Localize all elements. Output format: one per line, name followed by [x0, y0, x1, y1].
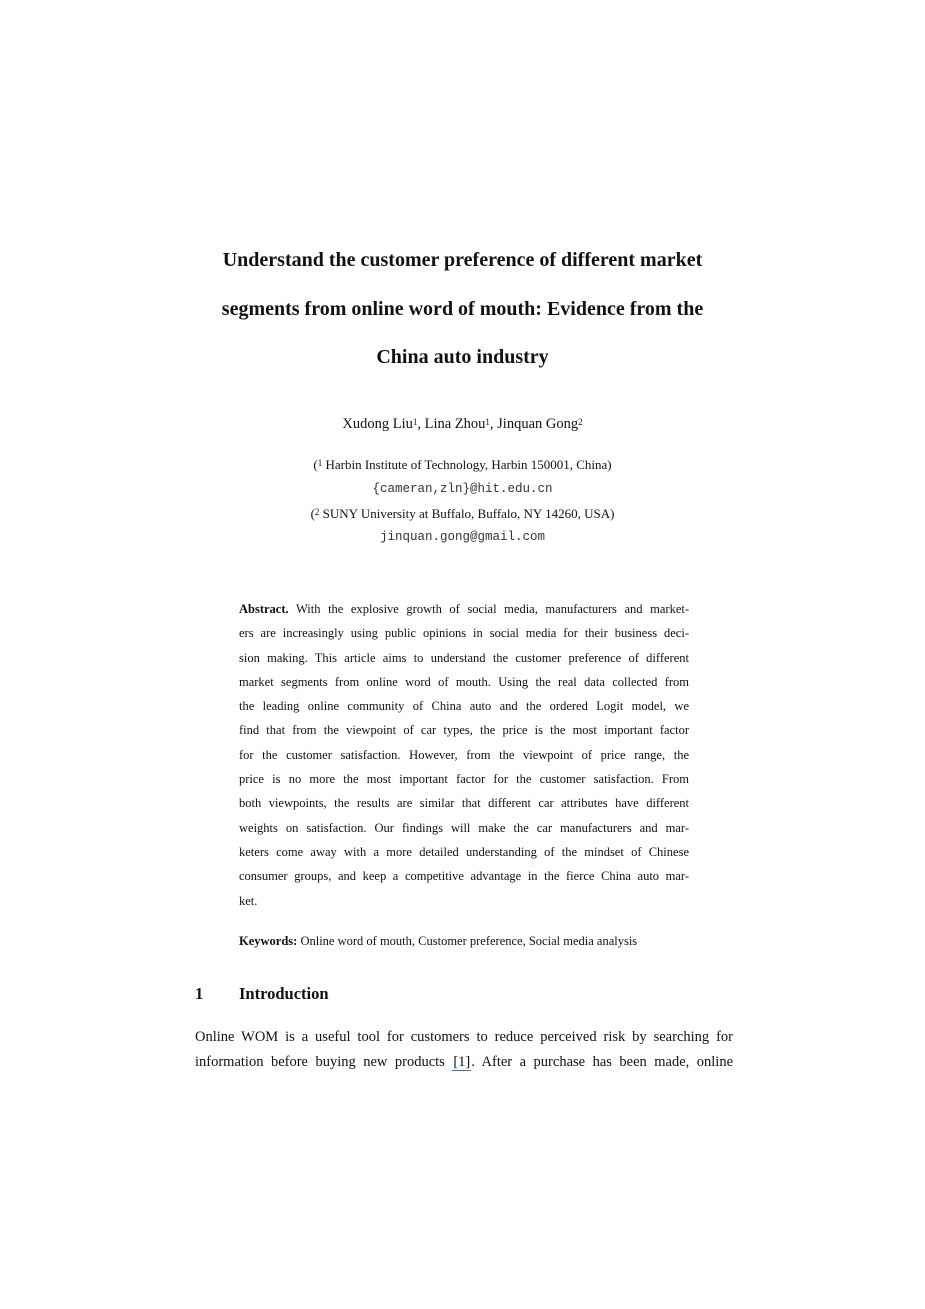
- abstract-line: market segments from online word of mouth. Using the real data collected from: [239, 674, 689, 689]
- affiliation-2: ($^2$ SUNY University at Buffalo, Buffalo, NY 14260, USA): [310, 506, 615, 521]
- author-list: Xudong Liu$^1$, Lina Zhou$^1$, Jinquan Gong$^2$: [342, 416, 583, 432]
- author-name: Xudong Liu: [342, 416, 413, 432]
- abstract-line: find that from the viewpoint of car types, the price is the most important factor: [239, 723, 689, 738]
- keywords-text: Online word of mouth, Customer preference, Social media analysis: [297, 934, 638, 948]
- body-line: Online WOM is a useful tool for customers to reduce perceived risk by searching for: [195, 1029, 733, 1045]
- abstract-line: sion making. This article aims to understand the customer preference of different: [239, 650, 689, 665]
- author-affiliation-mark: 1: [485, 417, 490, 427]
- affiliation-1-email: {cameran,zln}@hit.edu.cn: [372, 482, 553, 496]
- abstract-line: consumer groups, and keep a competitive advantage in the fierce China auto mar-: [239, 869, 689, 884]
- body-paragraph: [195, 1025, 733, 1074]
- abstract-label: Abstract.: [239, 602, 289, 616]
- author-name: Jinquan Gong: [497, 416, 579, 432]
- abstract-line: ket.: [239, 893, 258, 908]
- section-heading: [195, 983, 329, 1005]
- abstract-line: both viewpoints, the results are similar that different car attributes have different: [239, 796, 689, 811]
- body-line: information before buying new products [1]. After a purchase has been made, online: [195, 1053, 734, 1070]
- paper-title: [150, 236, 775, 382]
- keywords: [239, 932, 719, 950]
- abstract-line: keters come away with a more detailed understanding of the mindset of Chinese: [239, 844, 689, 859]
- title-line: China auto industry: [376, 346, 549, 368]
- affiliation-1: ($^1$ Harbin Institute of Technology, Harbin 150001, China): [313, 457, 612, 472]
- abstract: [239, 597, 689, 913]
- abstract-line: ers are increasingly using public opinions in social media for their business deci-: [239, 626, 689, 641]
- keywords-label: Keywords:: [239, 934, 298, 948]
- author-affiliation-mark: 2: [578, 417, 583, 427]
- title-line: segments from online word of mouth: Evidence from the: [221, 297, 704, 320]
- affiliation-2-email: jinquan.gong@gmail.com: [379, 530, 546, 544]
- author-name: Lina Zhou: [424, 416, 486, 432]
- section-title: Introduction: [239, 984, 329, 1003]
- abstract-line: price is no more the most important factor for the customer satisfaction. From: [239, 772, 689, 787]
- abstract-line: weights on satisfaction. Our findings will make the car manufacturers and mar-: [239, 820, 689, 835]
- citation-link[interactable]: [1]: [453, 1053, 471, 1070]
- abstract-line: the leading online community of China auto and the ordered Logit model, we: [239, 699, 689, 714]
- author-affiliation-mark: 1: [412, 417, 418, 427]
- title-line: Understand the customer preference of different market: [222, 249, 703, 271]
- abstract-line: for the customer satisfaction. However, from the viewpoint of price range, the: [239, 747, 689, 762]
- abstract-line: Abstract. With the explosive growth of social media, manufacturers and market-: [239, 602, 689, 616]
- section-number: 1: [195, 984, 204, 1003]
